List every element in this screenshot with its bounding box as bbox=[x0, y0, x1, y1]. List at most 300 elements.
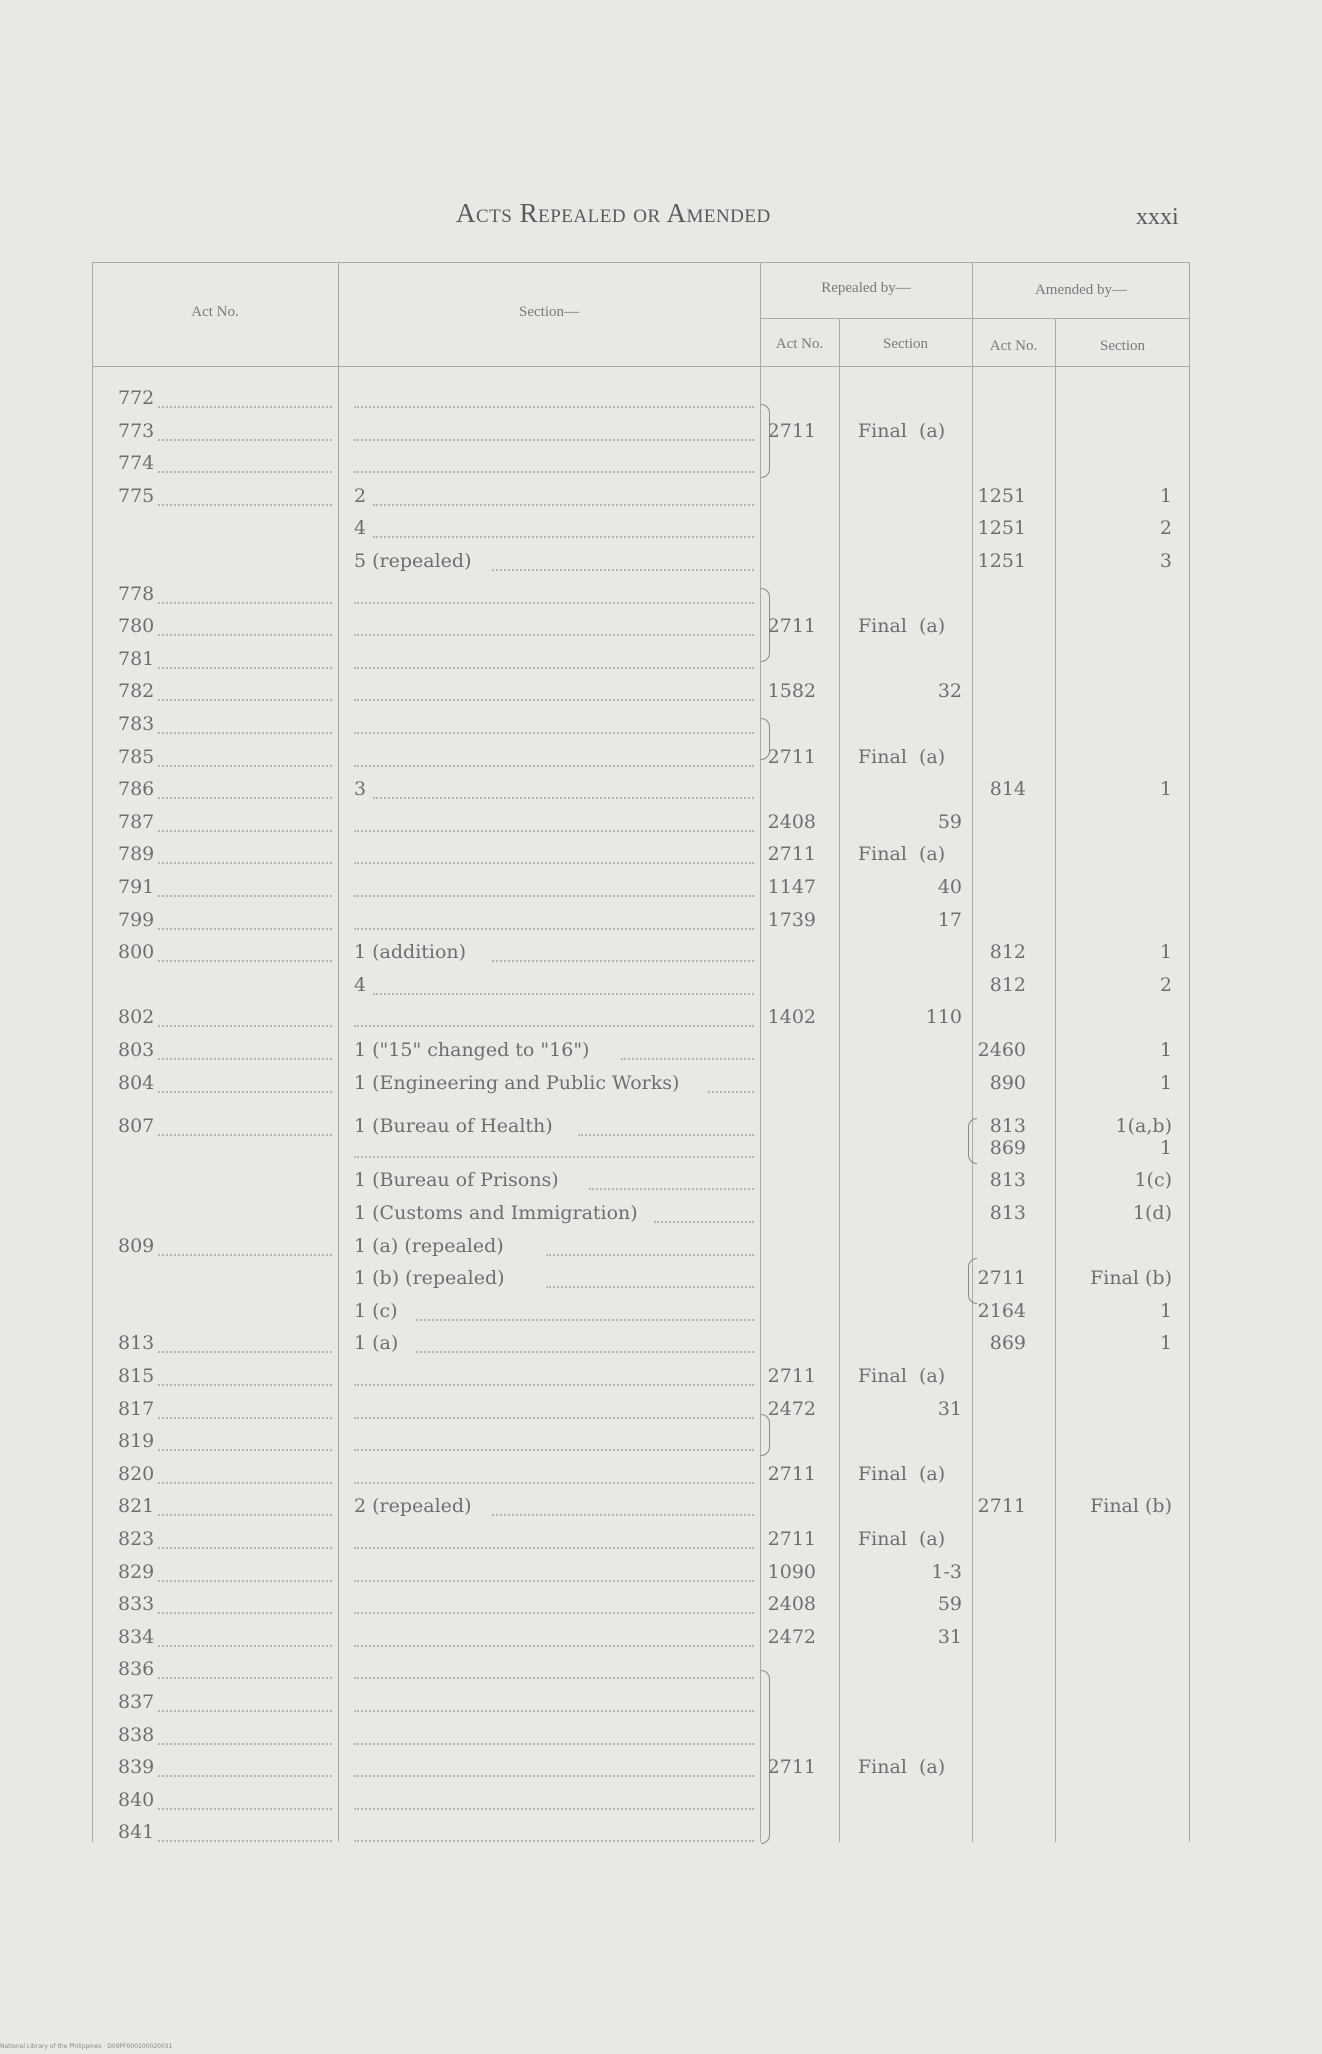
table-row bbox=[92, 1429, 1190, 1453]
repealed-section-cell bbox=[852, 1266, 962, 1290]
table-row bbox=[92, 745, 1190, 769]
act-no-cell: 837 bbox=[118, 1691, 155, 1713]
repealed-act-cell bbox=[760, 516, 816, 540]
repealed-act-cell bbox=[760, 1331, 816, 1355]
amended-section-cell bbox=[1072, 419, 1172, 443]
table-row bbox=[92, 582, 1190, 606]
dot-leader bbox=[158, 1840, 332, 1842]
table-row bbox=[92, 419, 1190, 443]
table-row bbox=[92, 1331, 1190, 1355]
repealed-section-cell: Final (a) bbox=[858, 1365, 946, 1387]
dot-leader bbox=[354, 1677, 754, 1679]
repealed-section-cell: Final (a) bbox=[858, 615, 946, 638]
amended-act-cell: 1251 bbox=[977, 517, 1026, 540]
header-section: Section— bbox=[519, 304, 579, 320]
header-repealed-by: Repealed by— bbox=[821, 280, 911, 296]
table-row bbox=[92, 1527, 1190, 1551]
repealed-act-cell: 1582 bbox=[767, 680, 816, 703]
dot-leader bbox=[158, 634, 332, 636]
dot-leader bbox=[158, 1612, 332, 1614]
section-cell: 1 (Bureau of Prisons) bbox=[354, 1169, 559, 1192]
dot-leader bbox=[158, 1058, 332, 1060]
table-row bbox=[92, 647, 1190, 671]
dot-leader bbox=[158, 895, 332, 897]
repealed-act-cell: 1090 bbox=[767, 1560, 816, 1583]
act-no-cell: 775 bbox=[118, 484, 155, 507]
dot-leader bbox=[354, 1025, 754, 1027]
dot-leader bbox=[589, 1188, 754, 1190]
repealed-section-cell bbox=[852, 1494, 962, 1518]
section-cell: 1 (b) (repealed) bbox=[354, 1267, 505, 1290]
repealed-section-cell: Final (a) bbox=[858, 1528, 946, 1550]
act-no-cell: 819 bbox=[118, 1430, 155, 1453]
dot-leader bbox=[158, 862, 332, 864]
amended-act-cell: 812 bbox=[989, 973, 1026, 996]
acts-table bbox=[92, 262, 1190, 1842]
act-no-cell: 838 bbox=[118, 1723, 155, 1746]
amended-section-cell bbox=[1072, 1625, 1172, 1649]
amended-section-cell: 1 bbox=[1159, 941, 1172, 964]
dot-leader bbox=[354, 1384, 754, 1386]
dot-leader bbox=[354, 1547, 754, 1549]
repealed-section-cell bbox=[852, 1690, 962, 1714]
table-row bbox=[92, 712, 1190, 736]
repealed-section-cell bbox=[852, 647, 962, 671]
amended-section-cell bbox=[1072, 1234, 1172, 1258]
amended-act-cell bbox=[972, 1429, 1026, 1453]
amended-section-cell: 1 bbox=[1159, 1332, 1172, 1355]
repealed-section-cell: 59 bbox=[937, 1593, 962, 1616]
amended-section-cell bbox=[1072, 1820, 1172, 1844]
dot-leader bbox=[354, 471, 754, 473]
act-no-cell: 773 bbox=[118, 419, 155, 442]
dot-leader bbox=[158, 1710, 332, 1712]
repealed-section-cell bbox=[852, 1136, 962, 1160]
table-row bbox=[92, 679, 1190, 703]
repealed-section-cell: Final (a) bbox=[858, 843, 946, 866]
amended-section-cell: 1 bbox=[1159, 778, 1172, 801]
amended-act-cell bbox=[972, 419, 1026, 443]
table-row bbox=[92, 1657, 1190, 1681]
group-brace bbox=[761, 588, 770, 662]
amended-act-cell bbox=[972, 712, 1026, 736]
repealed-section-cell: 17 bbox=[937, 908, 962, 931]
dot-leader bbox=[158, 1580, 332, 1582]
table-row bbox=[92, 1071, 1190, 1095]
act-no-cell: 804 bbox=[118, 1071, 155, 1094]
repealed-act-cell bbox=[760, 549, 816, 573]
amended-act-cell bbox=[972, 451, 1026, 475]
section-cell: 5 (repealed) bbox=[354, 550, 472, 572]
amended-act-cell bbox=[972, 1788, 1026, 1812]
repealed-act-cell bbox=[760, 1168, 816, 1192]
dot-leader bbox=[373, 797, 754, 799]
amended-act-cell bbox=[972, 908, 1026, 932]
amended-section-cell bbox=[1072, 745, 1172, 769]
group-brace bbox=[761, 718, 770, 760]
amended-act-cell: 869 bbox=[989, 1136, 1026, 1159]
act-no-cell: 789 bbox=[118, 843, 155, 866]
dot-leader bbox=[158, 1482, 332, 1484]
table-row bbox=[92, 777, 1190, 801]
repealed-section-cell bbox=[852, 1071, 962, 1095]
dot-leader bbox=[158, 1449, 332, 1451]
amended-section-cell bbox=[1072, 1005, 1172, 1029]
repealed-act-cell: 1739 bbox=[767, 908, 816, 931]
dot-leader bbox=[158, 1677, 332, 1679]
dot-leader bbox=[158, 797, 332, 799]
repealed-section-cell: Final (a) bbox=[858, 1756, 946, 1779]
repealed-act-cell: 2711 bbox=[767, 1462, 816, 1485]
table-row bbox=[92, 875, 1190, 899]
amended-act-cell bbox=[972, 810, 1026, 834]
dot-leader bbox=[546, 1254, 754, 1256]
dot-leader bbox=[354, 406, 754, 408]
section-cell: 1 ("15" changed to "16") bbox=[354, 1039, 590, 1061]
table-row bbox=[92, 1364, 1190, 1388]
dot-leader bbox=[158, 732, 332, 734]
section-cell: 1 (Bureau of Health) bbox=[354, 1114, 553, 1137]
amended-act-cell bbox=[972, 679, 1026, 703]
dot-leader bbox=[158, 439, 332, 441]
amended-act-cell bbox=[972, 1592, 1026, 1616]
repealed-act-cell: 2711 bbox=[767, 843, 816, 866]
amended-section-cell bbox=[1072, 582, 1172, 606]
table-row bbox=[92, 1136, 1190, 1160]
repealed-section-cell bbox=[852, 1168, 962, 1192]
section-cell: 2 (repealed) bbox=[354, 1495, 472, 1518]
amended-section-cell bbox=[1072, 1364, 1172, 1388]
repealed-section-cell: 110 bbox=[925, 1006, 962, 1029]
table-row bbox=[92, 1005, 1190, 1029]
act-no-cell: 785 bbox=[118, 745, 155, 768]
dot-leader bbox=[492, 1514, 754, 1516]
dot-leader bbox=[158, 1417, 332, 1419]
table-row bbox=[92, 940, 1190, 964]
dot-leader bbox=[354, 1743, 754, 1745]
act-no-cell: 807 bbox=[118, 1114, 155, 1137]
dot-leader bbox=[492, 569, 754, 571]
repealed-section-cell: Final (a) bbox=[858, 1462, 946, 1485]
amended-act-cell: 814 bbox=[989, 778, 1026, 801]
amended-section-cell: Final (b) bbox=[1090, 1267, 1172, 1290]
amended-act-cell: 2711 bbox=[977, 1495, 1026, 1518]
dot-leader bbox=[354, 667, 754, 669]
amended-section-cell: 1(d) bbox=[1132, 1202, 1172, 1224]
repealed-act-cell: 2408 bbox=[767, 1593, 816, 1616]
amended-act-cell bbox=[972, 1723, 1026, 1747]
repealed-section-cell: Final (a) bbox=[858, 745, 946, 768]
repealed-act-cell bbox=[760, 1266, 816, 1290]
dot-leader bbox=[158, 1091, 332, 1093]
amended-act-cell bbox=[972, 1462, 1026, 1486]
dot-leader bbox=[158, 1547, 332, 1549]
dot-leader bbox=[158, 504, 332, 506]
repealed-section-cell bbox=[852, 940, 962, 964]
amended-act-cell bbox=[972, 842, 1026, 866]
dot-leader bbox=[158, 1025, 332, 1027]
header-amended-section: Section bbox=[1100, 338, 1145, 354]
act-no-cell: 823 bbox=[118, 1528, 155, 1550]
dot-leader bbox=[354, 862, 754, 864]
act-no-cell: 821 bbox=[118, 1495, 155, 1518]
amended-act-cell bbox=[972, 875, 1026, 899]
repealed-act-cell bbox=[760, 1299, 816, 1323]
dot-leader bbox=[354, 928, 754, 930]
table-row bbox=[92, 1201, 1190, 1225]
table-row bbox=[92, 1820, 1190, 1844]
amended-section-cell bbox=[1072, 875, 1172, 899]
table-row bbox=[92, 451, 1190, 475]
amended-section-cell bbox=[1072, 1657, 1172, 1681]
table-row bbox=[92, 810, 1190, 834]
repealed-section-cell: 59 bbox=[937, 810, 962, 833]
section-cell: 3 bbox=[354, 778, 367, 801]
repealed-section-cell bbox=[852, 973, 962, 997]
page-number: xxxi bbox=[1136, 204, 1179, 230]
amended-section-cell bbox=[1072, 1560, 1172, 1584]
table-row bbox=[92, 1592, 1190, 1616]
repealed-act-cell: 2711 bbox=[767, 1528, 816, 1550]
dot-leader bbox=[158, 960, 332, 962]
act-no-cell: 781 bbox=[118, 647, 155, 670]
act-no-cell: 802 bbox=[118, 1006, 155, 1029]
act-no-cell: 815 bbox=[118, 1365, 155, 1387]
act-no-cell: 772 bbox=[118, 387, 155, 409]
act-no-cell: 778 bbox=[118, 582, 155, 605]
amended-act-cell: 890 bbox=[989, 1071, 1026, 1094]
group-brace bbox=[968, 1118, 977, 1164]
table-row bbox=[92, 1462, 1190, 1486]
amended-section-cell bbox=[1072, 1397, 1172, 1421]
group-brace bbox=[761, 1670, 770, 1844]
table-row bbox=[92, 1299, 1190, 1323]
act-no-cell: 786 bbox=[118, 778, 155, 801]
act-no-cell: 820 bbox=[118, 1462, 155, 1485]
repealed-section-cell bbox=[852, 1429, 962, 1453]
dot-leader bbox=[621, 1058, 754, 1060]
amended-act-cell bbox=[972, 1755, 1026, 1779]
repealed-section-cell bbox=[852, 1331, 962, 1355]
amended-act-cell bbox=[972, 1005, 1026, 1029]
table-row bbox=[92, 1494, 1190, 1518]
amended-act-cell: 2164 bbox=[977, 1299, 1026, 1322]
header-repealed-act-no: Act No. bbox=[775, 336, 824, 352]
section-cell: 1 (Engineering and Public Works) bbox=[354, 1071, 680, 1094]
amended-act-cell bbox=[972, 582, 1026, 606]
dot-leader bbox=[158, 602, 332, 604]
table-row bbox=[92, 1690, 1190, 1714]
header-amended-act-no: Act No. bbox=[989, 338, 1038, 354]
repealed-act-cell bbox=[760, 777, 816, 801]
header-act-no: Act No. bbox=[191, 304, 239, 320]
dot-leader bbox=[158, 1351, 332, 1353]
amended-act-cell: 813 bbox=[989, 1202, 1026, 1224]
repealed-section-cell: 32 bbox=[937, 680, 962, 703]
dot-leader bbox=[158, 1514, 332, 1516]
act-no-cell: 829 bbox=[118, 1560, 155, 1583]
table-row bbox=[92, 516, 1190, 540]
repealed-section-cell: 31 bbox=[937, 1625, 962, 1648]
dot-leader bbox=[373, 504, 754, 506]
repealed-section-cell bbox=[852, 1114, 962, 1138]
dot-leader bbox=[354, 1645, 754, 1647]
repealed-section-cell bbox=[852, 386, 962, 410]
dot-leader bbox=[354, 1156, 754, 1158]
dot-leader bbox=[373, 993, 754, 995]
table-row bbox=[92, 1560, 1190, 1584]
header-repealed-section: Section bbox=[883, 336, 928, 352]
repealed-section-cell: 40 bbox=[937, 876, 962, 898]
act-no-cell: 799 bbox=[118, 908, 155, 931]
repealed-act-cell bbox=[760, 386, 816, 410]
act-no-cell: 839 bbox=[118, 1756, 155, 1779]
act-no-cell: 834 bbox=[118, 1625, 155, 1648]
dot-leader bbox=[708, 1091, 754, 1093]
dot-leader bbox=[354, 699, 754, 701]
dot-leader bbox=[354, 1612, 754, 1614]
table-row bbox=[92, 1168, 1190, 1192]
amended-section-cell bbox=[1072, 810, 1172, 834]
repealed-act-cell: 2472 bbox=[767, 1397, 816, 1420]
repealed-section-cell bbox=[852, 1201, 962, 1225]
amended-act-cell bbox=[972, 1560, 1026, 1584]
repealed-section-cell bbox=[852, 777, 962, 801]
amended-section-cell: 3 bbox=[1159, 550, 1172, 572]
table-row bbox=[92, 614, 1190, 638]
group-brace bbox=[761, 404, 770, 478]
dot-leader bbox=[354, 634, 754, 636]
dot-leader bbox=[158, 406, 332, 408]
amended-section-cell: 2 bbox=[1159, 517, 1172, 540]
dot-leader bbox=[546, 1286, 754, 1288]
dot-leader bbox=[354, 1417, 754, 1419]
repealed-act-cell bbox=[760, 1494, 816, 1518]
repealed-act-cell: 1147 bbox=[767, 876, 816, 898]
amended-section-cell: 1 bbox=[1159, 1299, 1172, 1322]
dot-leader bbox=[354, 765, 754, 767]
amended-act-cell bbox=[972, 614, 1026, 638]
amended-act-cell bbox=[972, 1234, 1026, 1258]
repealed-section-cell bbox=[852, 1299, 962, 1323]
repealed-act-cell: 2711 bbox=[767, 1756, 816, 1779]
table-row bbox=[92, 1114, 1190, 1138]
repealed-section-cell bbox=[852, 1657, 962, 1681]
amended-section-cell bbox=[1072, 1690, 1172, 1714]
amended-act-cell bbox=[972, 1657, 1026, 1681]
dot-leader bbox=[158, 1254, 332, 1256]
dot-leader bbox=[354, 439, 754, 441]
amended-section-cell: 1 bbox=[1159, 484, 1172, 507]
amended-act-cell bbox=[972, 647, 1026, 671]
repealed-section-cell bbox=[852, 1723, 962, 1747]
amended-section-cell bbox=[1072, 712, 1172, 736]
dot-leader bbox=[158, 765, 332, 767]
amended-act-cell bbox=[972, 745, 1026, 769]
amended-section-cell bbox=[1072, 451, 1172, 475]
act-no-cell: 803 bbox=[118, 1039, 155, 1061]
section-cell: 1 (a) (repealed) bbox=[354, 1234, 504, 1257]
repealed-act-cell: 2711 bbox=[767, 745, 816, 768]
amended-section-cell: 1 bbox=[1159, 1136, 1172, 1159]
section-cell: 1 (Customs and Immigration) bbox=[354, 1202, 638, 1224]
section-cell: 4 bbox=[354, 517, 367, 540]
repealed-act-cell bbox=[760, 1201, 816, 1225]
dot-leader bbox=[373, 536, 754, 538]
section-cell: 1 (c) bbox=[354, 1299, 398, 1322]
dot-leader bbox=[354, 830, 754, 832]
repealed-act-cell: 2408 bbox=[767, 810, 816, 833]
amended-act-cell bbox=[972, 1527, 1026, 1551]
amended-section-cell bbox=[1072, 1592, 1172, 1616]
group-brace bbox=[761, 1414, 770, 1456]
amended-act-cell bbox=[972, 1397, 1026, 1421]
table-row bbox=[92, 1788, 1190, 1812]
table-row bbox=[92, 1755, 1190, 1779]
dot-leader bbox=[158, 1775, 332, 1777]
repealed-section-cell bbox=[852, 451, 962, 475]
table-row bbox=[92, 386, 1190, 410]
repealed-act-cell: 1402 bbox=[767, 1006, 816, 1029]
amended-section-cell: 1(a,b) bbox=[1115, 1114, 1172, 1137]
dot-leader bbox=[416, 1351, 754, 1353]
amended-act-cell: 813 bbox=[989, 1114, 1026, 1137]
repealed-section-cell bbox=[852, 549, 962, 573]
repealed-section-cell: Final (a) bbox=[858, 419, 946, 442]
dot-leader bbox=[416, 1319, 754, 1321]
page-title: Acts Repealed or Amended bbox=[456, 198, 771, 228]
repealed-section-cell: 1-3 bbox=[931, 1560, 962, 1583]
repealed-act-cell: 2711 bbox=[767, 419, 816, 442]
amended-section-cell bbox=[1072, 1788, 1172, 1812]
dot-leader bbox=[354, 1808, 754, 1810]
amended-section-cell bbox=[1072, 647, 1172, 671]
amended-section-cell: 2 bbox=[1159, 973, 1172, 996]
amended-act-cell: 1251 bbox=[977, 484, 1026, 507]
repealed-section-cell bbox=[852, 516, 962, 540]
amended-section-cell bbox=[1072, 679, 1172, 703]
header-amended-by: Amended by— bbox=[1034, 282, 1128, 298]
repealed-section-cell bbox=[852, 1038, 962, 1062]
amended-act-cell: 812 bbox=[989, 941, 1026, 964]
dot-leader bbox=[354, 1710, 754, 1712]
table-row bbox=[92, 1625, 1190, 1649]
amended-section-cell bbox=[1072, 1462, 1172, 1486]
dot-leader bbox=[354, 1482, 754, 1484]
repealed-section-cell bbox=[852, 582, 962, 606]
amended-section-cell: 1 bbox=[1159, 1039, 1172, 1061]
dot-leader bbox=[492, 960, 754, 962]
repealed-section-cell bbox=[852, 712, 962, 736]
dot-leader bbox=[354, 1840, 754, 1842]
amended-section-cell bbox=[1072, 1723, 1172, 1747]
dot-leader bbox=[354, 1775, 754, 1777]
repealed-section-cell bbox=[852, 1788, 962, 1812]
amended-act-cell: 2711 bbox=[977, 1267, 1026, 1290]
repealed-act-cell bbox=[760, 1038, 816, 1062]
repealed-act-cell: 2711 bbox=[767, 615, 816, 638]
dot-leader bbox=[158, 928, 332, 930]
act-no-cell: 809 bbox=[118, 1234, 155, 1257]
repealed-act-cell bbox=[760, 940, 816, 964]
act-no-cell: 782 bbox=[118, 680, 155, 703]
repealed-act-cell bbox=[760, 1234, 816, 1258]
dot-leader bbox=[158, 1384, 332, 1386]
amended-act-cell: 2460 bbox=[977, 1039, 1026, 1061]
amended-act-cell bbox=[972, 1625, 1026, 1649]
repealed-act-cell: 2472 bbox=[767, 1625, 816, 1648]
amended-section-cell bbox=[1072, 1755, 1172, 1779]
